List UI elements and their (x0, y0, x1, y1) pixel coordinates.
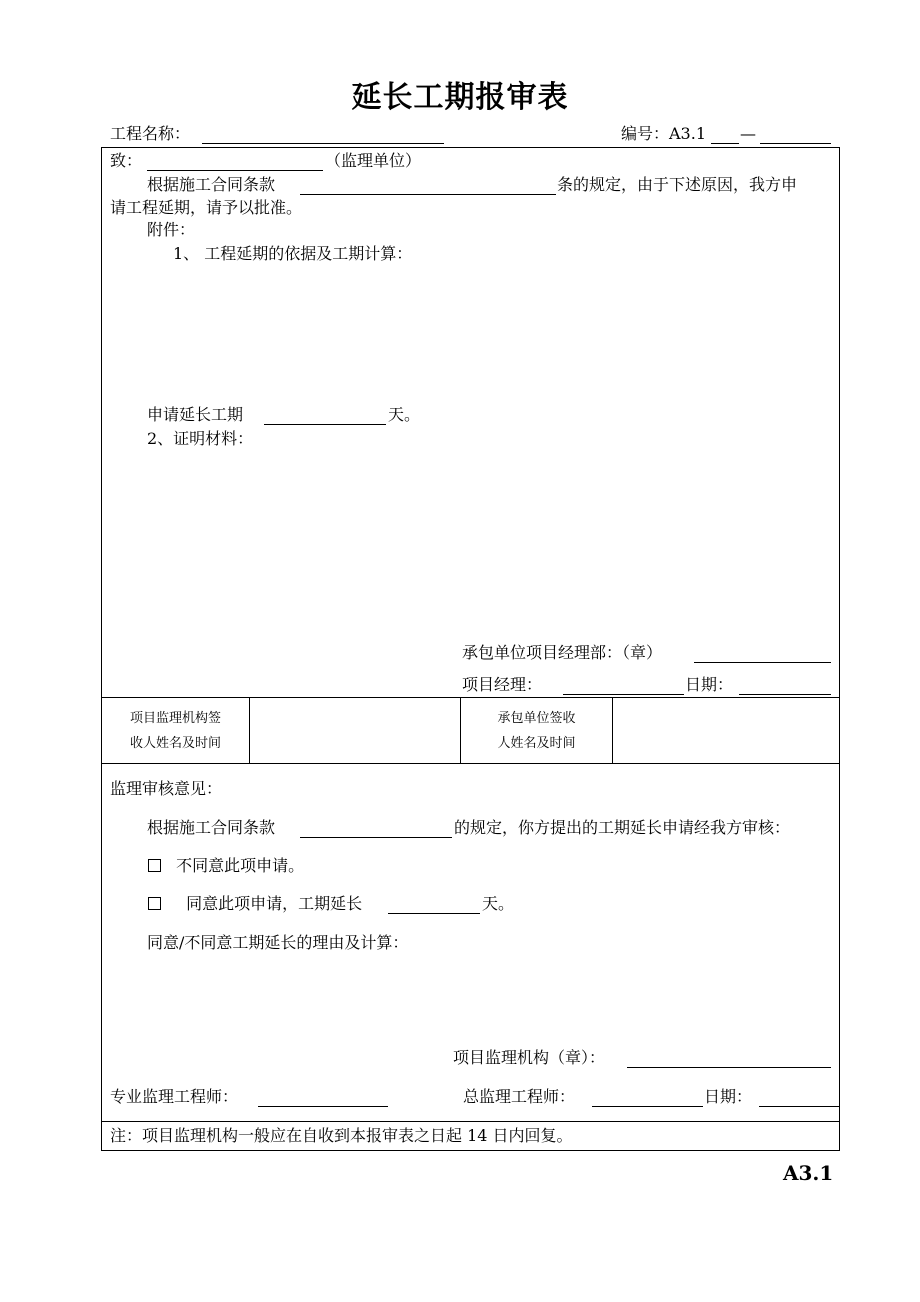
chief-engineer-field[interactable] (592, 1106, 703, 1107)
attachment-label: 附件： (147, 220, 196, 239)
apply-extension-suffix: 天。 (388, 405, 421, 424)
date-field-2[interactable] (759, 1106, 839, 1107)
footer-form-code: A3.1 (783, 1161, 834, 1185)
contract-clause-field[interactable] (300, 194, 556, 195)
to-label: 致： (110, 151, 143, 170)
review-opinion-label: 监理审核意见： (110, 779, 223, 798)
contract-clause-suffix: 条的规定，由于下述原因，我方申 (557, 175, 798, 194)
review-clause-suffix: 的规定，你方提出的工期延长申请经我方审核： (454, 818, 791, 837)
agree-extension-days-field[interactable] (388, 913, 480, 914)
form-title: 延长工期报审表 (351, 80, 569, 115)
chief-engineer-label: 总监理工程师： (463, 1087, 576, 1106)
specialist-engineer-field[interactable] (258, 1106, 388, 1107)
review-clause-prefix: 根据施工合同条款 (147, 818, 276, 837)
row-divider-3 (101, 1121, 840, 1122)
contractor-receiver-label-line1: 承包单位签收 (497, 711, 576, 726)
disagree-option[interactable] (148, 856, 304, 876)
frame-left (101, 147, 102, 1151)
form-number-label: 编号：A3.1 (621, 124, 707, 143)
supervisor-unit-label: （监理单位） (325, 151, 422, 170)
reason-label: 同意/不同意工期延长的理由及计算： (147, 933, 409, 952)
review-clause-field[interactable] (300, 837, 452, 838)
project-manager-field[interactable] (563, 694, 684, 695)
contractor-receiver-label-line2: 人姓名及时间 (497, 736, 576, 751)
supervisor-receiver-label (102, 710, 249, 753)
reply-note: 注：项目监理机构一般应在自收到本报审表之日起 14 日内回复。 (110, 1126, 573, 1145)
contractor-receiver-label (461, 710, 612, 753)
contractor-dept-seal-label: 承包单位项目经理部：（章） (462, 643, 663, 662)
contractor-dept-seal-field[interactable] (694, 662, 831, 663)
date-label-1: 日期： (685, 675, 734, 694)
frame-bottom (101, 1150, 840, 1151)
frame-top (101, 147, 840, 148)
date-label-2: 日期： (704, 1087, 753, 1106)
supervisor-receiver-label-line1: 项目监理机构签 (129, 711, 221, 726)
agree-checkbox[interactable] (148, 897, 161, 910)
project-name-label: 工程名称： (110, 124, 191, 143)
attachment-item-1: 1、 工程延期的依据及工期计算： (173, 244, 413, 263)
disagree-checkbox[interactable] (148, 859, 161, 872)
agree-option[interactable] (148, 894, 362, 914)
supervisor-receiver-label-line2: 收人姓名及时间 (129, 736, 221, 751)
supervisor-receiver-field[interactable] (250, 698, 460, 763)
attachment-item-2: 2、证明材料： (147, 429, 254, 448)
row-divider-2 (101, 763, 840, 764)
specialist-engineer-label: 专业监理工程师： (110, 1087, 239, 1106)
agree-label-prefix: 同意此项申请，工期延长 (186, 894, 363, 913)
form-number-field-1[interactable] (711, 143, 739, 144)
project-manager-label: 项目经理： (462, 675, 543, 694)
contract-clause-prefix: 根据施工合同条款 (147, 175, 276, 194)
supervisor-unit-field[interactable] (147, 170, 323, 171)
apply-extension-days-field[interactable] (264, 424, 386, 425)
apply-extension-prefix: 申请延长工期 (147, 405, 244, 424)
disagree-label: 不同意此项申请。 (176, 856, 305, 875)
frame-right (839, 147, 840, 1151)
form-number-field-2[interactable] (760, 143, 831, 144)
date-field-1[interactable] (739, 694, 831, 695)
agree-label-suffix: 天。 (482, 894, 515, 913)
contractor-receiver-field[interactable] (613, 698, 839, 763)
form-number-separator: — (740, 124, 756, 143)
supervisor-org-seal-field[interactable] (627, 1067, 831, 1068)
request-line-2: 请工程延期，请予以批准。 (110, 198, 303, 217)
project-name-field[interactable] (202, 143, 444, 144)
supervisor-org-seal-label: 项目监理机构（章）： (453, 1048, 606, 1067)
